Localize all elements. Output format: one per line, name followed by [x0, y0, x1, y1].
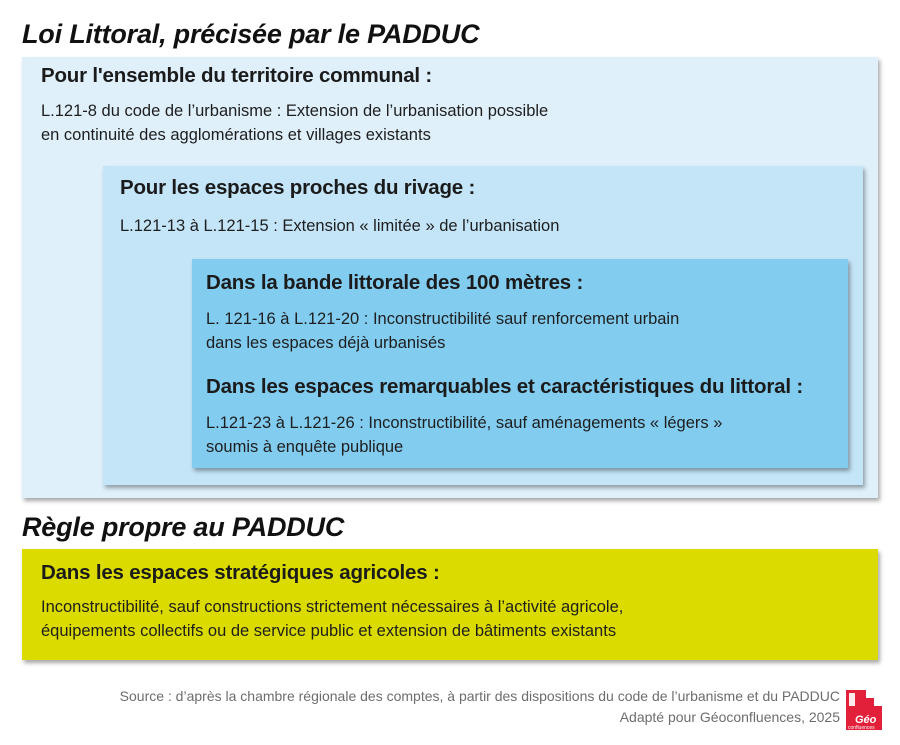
text-line: équipements collectifs ou de service public et extension de bâtiments existants — [41, 622, 617, 640]
text-line: L. 121-16 à L.121-20 : Inconstructibilité sauf renforcement urbain — [206, 310, 680, 328]
box-title-espaces-remarquables: Dans les espaces remarquables et caractéristiques du littoral : — [206, 375, 803, 398]
box-text-territoire-communal — [41, 99, 548, 147]
text-line: L.121-13 à L.121-15 : Extension « limitée » de l’urbanisation — [120, 217, 560, 235]
text-line: dans les espaces déjà urbanisés — [206, 334, 446, 352]
logo-text-bottom: confluences — [848, 725, 875, 730]
section-title-littoral: Loi Littoral, précisée par le PADDUC — [22, 19, 480, 49]
box-title-territoire-communal: Pour l'ensemble du territoire communal : — [41, 64, 433, 87]
box-text-espaces-proches-rivage — [120, 214, 559, 238]
section-title-padduc: Règle propre au PADDUC — [22, 512, 345, 542]
box-text-espaces-agricoles — [41, 595, 623, 643]
box-espaces-agricoles — [22, 549, 878, 660]
box-title-bande-littorale: Dans la bande littorale des 100 mètres : — [206, 271, 584, 294]
text-line: soumis à enquête publique — [206, 438, 404, 456]
source-credit: Adapté pour Géoconfluences, 2025 — [619, 709, 840, 725]
box-bande-littorale — [192, 259, 848, 468]
text-line: L.121-8 du code de l’urbanisme : Extension de l’urbanisation possible — [41, 102, 549, 120]
box-text-bande-littorale — [206, 307, 679, 355]
logo-text-top: Géo — [855, 714, 877, 726]
box-title-espaces-agricoles: Dans les espaces stratégiques agricoles : — [41, 561, 440, 584]
geoconfluences-logo — [846, 690, 882, 730]
source-line: Source : d’après la chambre régionale des comptes, à partir des dispositions du code de l’urbanisme et du PADDUC — [119, 688, 840, 704]
source-note — [120, 686, 840, 728]
box-text-espaces-remarquables — [206, 411, 722, 459]
text-line: en continuité des agglomérations et villages existants — [41, 126, 431, 144]
text-line: L.121-23 à L.121-26 : Inconstructibilité, sauf aménagements « légers » — [206, 414, 723, 432]
box-title-espaces-proches-rivage: Pour les espaces proches du rivage : — [120, 176, 476, 199]
text-line: Inconstructibilité, sauf constructions strictement nécessaires à l’activité agricole, — [41, 598, 624, 616]
